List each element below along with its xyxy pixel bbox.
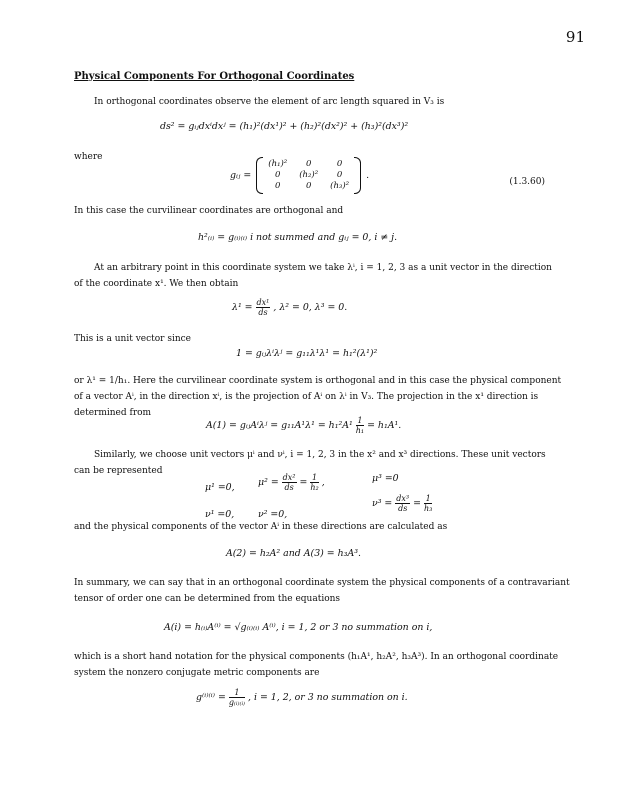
equation-physical-components: A(2) = h₂A² and A(3) = h₃A³. [226,548,361,559]
matrix-cell: (h₃)² [330,181,350,191]
matrix-cell: (h₂)² [299,170,319,180]
paragraph-7: and the physical components of the vector Aⁱ in these directions are calculated as [74,522,448,532]
equation-number: (1.3.60) [509,177,545,187]
equation-conjugate-metric [196,688,408,707]
eq3-rest: , λ² = 0, λ³ = 0. [273,302,348,313]
eq3-lhs: λ¹ = [232,302,253,313]
paragraph-9-line-2: system the nonzero conjugate metric components are [74,668,320,678]
nu1-equation: ν¹ =0, [205,509,235,520]
paragraph-8-line-1: In summary, we can say that in an orthogonal coordinate system the physical components of a contravariant [74,578,570,588]
equation-metric-matrix [230,159,369,192]
eq5-rest: = h₁A¹. [367,420,402,431]
mu2-equation: μ² = $\frac{\text{dx²}}{ds}$ = $\frac{1}{\text{h₂}}$ , [258,473,325,492]
fraction: $\frac{\text{dx¹}}{ds}$ [256,298,270,317]
matrix-cell: 0 [336,159,343,169]
matrix-cell: 0 [275,170,281,180]
paragraph-3-line-1: At an arbitrary point in this coordinate system we take λⁱ, i = 1, 2, 3 as a unit vector in the direction [94,263,552,273]
matrix-cell: 0 [336,170,343,180]
equation-unit-norm: 1 = gᵢⱼλⁱλʲ = g₁₁λ¹λ¹ = h₁²(λ¹)² [236,348,378,359]
equation-scale-factors: h²₍ᵢ₎ = g₍ᵢ₎₍ᵢ₎ i not summed and gᵢⱼ = 0, i ≠ j. [198,232,398,243]
matrix-cell: (h₁)² [268,159,288,169]
where-text: where [74,152,103,162]
matrix-cell: 0 [305,159,312,169]
paragraph-4: This is a unit vector since [74,334,191,344]
paragraph-8-line-2: tensor of order one can be determined from the equations [74,594,341,604]
mu3-equation: μ³ =0 [372,473,399,484]
paragraph-3-line-2: of the coordinate x¹. We then obtain [74,279,239,289]
eq9-lhs: g⁽ⁱ⁾⁽ⁱ⁾ = [196,692,226,703]
paragraph-2: In this case the curvilinear coordinates are orthogonal and [74,206,344,216]
nu2-equation: ν² =0, [258,509,288,520]
eq9-rest: , i = 1, 2, or 3 no summation on i. [248,692,408,703]
paragraph-6-line-2: can be represented [74,466,163,476]
equation-projection [206,416,401,435]
equation-unit-vector [232,298,347,317]
section-heading: Physical Components For Orthogonal Coordinates [74,71,355,82]
paragraph-9-line-1: which is a short hand notation for the physical components (h₁A¹, h₂A², h₃A³). In an orthogonal coordinate [74,652,559,662]
eq5-lhs: A(1) = gᵢⱼAⁱλʲ = g₁₁A¹λ¹ = h₁²A¹ [206,420,353,431]
metric-matrix [256,159,361,192]
paragraph-6-line-1: Similarly, we choose unit vectors μⁱ and νⁱ, i = 1, 2, 3 in the x² and x³ directions. These unit vectors [94,450,546,460]
paragraph-5-line-3: determined from [74,408,152,418]
mu1-equation: μ¹ =0, [205,482,235,493]
equation-arc-length: ds² = gᵢⱼdxⁱdxʲ = (h₁)²(dx¹)² + (h₂)²(dx²)² + (h₃)²(dx³)² [160,121,409,132]
matrix-cell: 0 [275,181,281,191]
matrix-lhs: gᵢⱼ = [230,170,252,181]
paragraph-1: In orthogonal coordinates observe the element of arc length squared in V₃ is [94,97,445,107]
matrix-cell: 0 [305,181,312,191]
equation-contravariant: A(i) = h₍ᵢ₎A⁽ⁱ⁾ = √g₍ᵢ₎₍ᵢ₎ A⁽ⁱ⁾, i = 1, 2 or 3 no summation on i, [164,622,433,633]
paragraph-5-line-1: or λ¹ = 1/h₁. Here the curvilinear coordinate system is orthogonal and in this case the physical component [74,376,562,386]
fraction: $\frac{1}{\text{h₁}}$ [355,416,365,435]
fraction: $\frac{1}{\text{g₍ᵢ₎₍ᵢ₎}}$ [228,688,246,707]
matrix-trail: . [366,170,370,181]
nu3-equation: ν³ = $\frac{\text{dx³}}{ds}$ = $\frac{1}{\text{h₃}}$ [372,494,433,513]
page-number: 91 [565,28,585,46]
paragraph-5-line-2: of a vector Aⁱ, in the direction xⁱ, is the projection of Aⁱ on λⁱ in V₃. The projection in the x¹ direction is [74,392,539,402]
